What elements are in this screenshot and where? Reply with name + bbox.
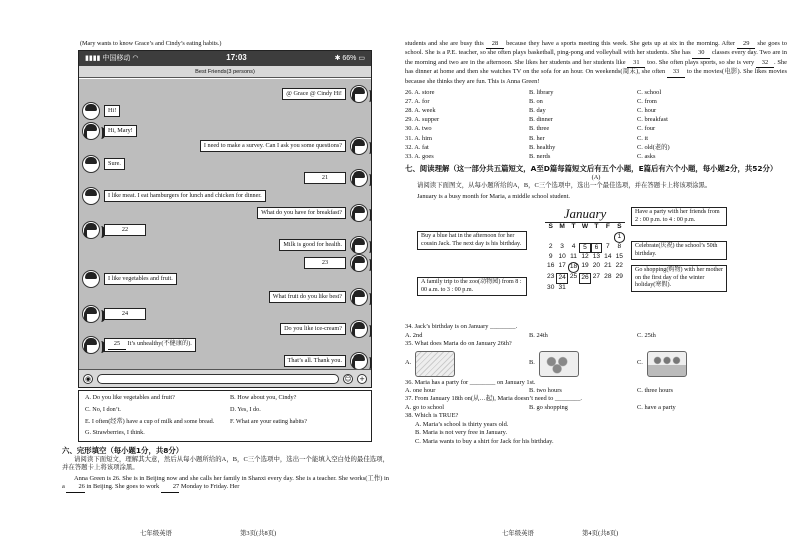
option-item: G. Strawberries, I think.: [85, 429, 145, 437]
cloze-option: C. it: [637, 134, 649, 142]
group-title: Best Friends(3 persons): [79, 66, 371, 78]
answer-option[interactable]: [637, 404, 787, 412]
footer-subject: 七年级英语: [140, 529, 172, 537]
calendar-day: 1: [614, 232, 625, 243]
avatar: [350, 204, 368, 222]
message-bubble: Sure.: [104, 158, 125, 170]
option-item: A. Do you like vegetables and fruit?: [85, 394, 175, 401]
answer-option[interactable]: A. Maria’s school is thirty years old.: [415, 420, 509, 428]
option-label: B. two hours: [529, 386, 562, 394]
avatar: [82, 336, 100, 354]
calendar-day: [591, 232, 602, 243]
cloze-option: 33. A. goes: [405, 152, 434, 160]
option-label: A. one hour: [405, 386, 436, 394]
section-instructions: 请阅读下面短文，理解其大意，然后从每小题所给的A，B，C三个选项中，选出一个能填入空白处的最佳选项，并在答题卡上将该项涂黑。: [62, 455, 389, 472]
answer-option[interactable]: [529, 351, 637, 377]
answer-option[interactable]: [637, 351, 787, 377]
cloze-option: C. hour: [637, 107, 657, 115]
calendar-day: 9: [548, 253, 553, 261]
message-bubble: What do you have for breakfast?: [257, 207, 346, 219]
passage-text: too. She often plays sports, so she is very: [645, 58, 756, 66]
calendar-day: [545, 232, 556, 243]
cloze-option: B. dinner: [529, 116, 553, 124]
cloze-option: 30. A. two: [405, 125, 432, 133]
message-row: [300, 169, 368, 187]
chat-area[interactable]: [79, 79, 371, 369]
bluetooth-icon: ✱: [334, 54, 341, 62]
message-row: [196, 137, 368, 155]
section-title: 六、完形填空（每小题1分，共8分）: [62, 446, 184, 455]
option-item: B. How about you, Cindy?: [230, 394, 297, 401]
calendar-week: [545, 243, 625, 254]
calendar-day: 27: [592, 272, 601, 280]
message-bubble: I like meat. I eat hamburgers for lunch and chicken for dinner.: [104, 190, 266, 202]
answer-option[interactable]: [405, 332, 529, 340]
avatar: [350, 320, 368, 338]
cloze-option: B. on: [529, 98, 543, 106]
phone-screenshot: [78, 50, 372, 388]
avatar: [350, 85, 368, 103]
calendar-day: 18: [568, 262, 579, 273]
avatar: [350, 288, 368, 306]
answer-option[interactable]: [637, 387, 787, 395]
message-row: [300, 254, 368, 272]
answer-blank-24[interactable]: 24: [104, 308, 146, 320]
avatar: [82, 122, 100, 140]
option-picture: [415, 351, 455, 377]
footer-page: 第3页(共8页): [240, 529, 277, 537]
calendar-week: [545, 253, 625, 262]
clock: 17:03: [226, 53, 247, 63]
calendar-day: 16: [547, 262, 555, 270]
calendar-day: 2: [548, 242, 553, 250]
cloze-option: B. nerds: [529, 152, 551, 160]
calendar-day: 3: [560, 242, 564, 250]
question-stem: 35. What does Maria do on January 26th?: [405, 340, 512, 348]
message-bubble: [104, 338, 196, 351]
message-input[interactable]: [97, 374, 339, 384]
avatar: [350, 169, 368, 187]
right-page: [397, 0, 794, 543]
questions: [405, 323, 787, 446]
cloze-blank-33[interactable]: 33: [667, 68, 685, 77]
passage-text: because they have a sports meeting this week. She gets up at six in the morning. After: [503, 40, 738, 47]
message-bubble: What fruit do you like best?: [269, 291, 346, 303]
cloze-passage-continued: [405, 40, 787, 86]
option-label: C. 25th: [637, 331, 656, 339]
avatar: [350, 137, 368, 155]
cloze-option: 28. A. week: [405, 107, 436, 115]
weekday-label: M: [559, 223, 565, 231]
note-shopping: Go shopping(购物) with her mother on the first day of the winter holiday(寒假).: [631, 265, 727, 292]
answer-blank-22[interactable]: 22: [104, 224, 146, 236]
option-picture: [647, 351, 687, 377]
question-options: [405, 349, 787, 379]
passage-text: she goes to school. She is a P.E. teacher, so she often plays basketball, ping-pong and volleyball with her students. She has: [405, 40, 787, 57]
cloze-options: [405, 89, 787, 161]
avatar: [82, 221, 100, 239]
message-row: [280, 352, 368, 369]
option-label: B. 24th: [529, 331, 548, 339]
message-bubble: I like vegetables and fruit.: [104, 273, 177, 285]
footer-subject: 七年级英语: [502, 529, 534, 537]
avatar: [350, 352, 368, 369]
question-options: [405, 404, 787, 412]
message-row: [82, 155, 129, 173]
signal-icon: ▮▮▮▮: [85, 54, 101, 62]
cloze-option: 29. A. supper: [405, 116, 440, 124]
section-instructions: 请阅读下面图文，从每小题所给的A，B，C三个选项中，选出一个最佳选项，并在答题卡上将该项涂黑。: [417, 182, 712, 190]
section-title: 七、阅读理解（这一部分共五篇短文，A至D篇每篇短文后有五个小题，E篇后有六个小题，每小题2分，共52分）: [405, 164, 778, 174]
answer-option[interactable]: C. Maria wants to buy a shirt for Jack for his birthday.: [415, 437, 554, 445]
calendar-day: [602, 232, 613, 243]
passage-text: . She has dinner at home and then she watches TV on the sofa for an hour. On weekends(周末), she often: [405, 58, 787, 76]
calendar-week: [545, 232, 625, 243]
note-celebrate: Celebrate(庆祝) the school’s 50th birthday.: [631, 241, 727, 260]
cloze-passage: [62, 475, 389, 493]
message-bubble: I need to make a survey. Can I ask you some questions?: [200, 140, 346, 152]
calendar-weekdays: [545, 223, 625, 232]
option-label: A.: [405, 359, 412, 367]
weekday-label: S: [617, 223, 622, 231]
calendar-day: [579, 232, 590, 243]
cloze-blank-27[interactable]: 27: [161, 483, 179, 492]
input-bar: [79, 369, 371, 387]
answer-option[interactable]: [529, 332, 637, 340]
cloze-blank-26[interactable]: 26: [66, 483, 84, 492]
avatar: [350, 236, 368, 254]
passage-text: classes every day. Two are in the morning and two are in the afternoon. She likes her students and her students like: [405, 49, 788, 66]
message-bubble: Hi!: [104, 105, 120, 117]
calendar-day: 19: [581, 262, 589, 270]
calendar-day: 29: [615, 272, 623, 280]
option-picture: [539, 351, 579, 377]
cloze-option: 27. A. for: [405, 98, 430, 106]
wifi-icon: ◠: [132, 54, 139, 62]
calendar-week: [545, 262, 625, 273]
avatar: [82, 270, 100, 288]
option-label: B.: [529, 359, 535, 367]
message-row: [253, 204, 368, 222]
question-stem: 36. Maria has a party for ________ on January 1st.: [405, 378, 536, 386]
status-bar: [79, 51, 371, 66]
message-row: [82, 187, 270, 205]
calendar-day: 6: [591, 243, 602, 254]
cloze-option: B. day: [529, 107, 546, 115]
answer-option[interactable]: [637, 332, 787, 340]
option-item: C. No, I don’t.: [85, 405, 121, 413]
cloze-option: C. old(老的): [637, 143, 670, 151]
calendar-day: 24: [556, 273, 567, 284]
question-stem: 37. From January 18th on(从…起), Maria doesn’t need to ________.: [405, 395, 583, 403]
calendar-day: [591, 284, 602, 293]
message-row: [82, 305, 150, 323]
calendar-day: 8: [617, 242, 622, 250]
calendar-day: [568, 232, 579, 243]
answer-blank-21[interactable]: 21: [304, 172, 346, 184]
answer-option[interactable]: [405, 404, 529, 412]
add-icon[interactable]: +: [357, 374, 367, 384]
voice-icon[interactable]: ◉: [84, 374, 92, 383]
calendar-title: January: [545, 205, 625, 223]
cloze-option: B. healthy: [529, 143, 556, 151]
message-row: [265, 288, 368, 306]
calendar-day: [579, 284, 590, 293]
message-bubble: @ Grace @ Cindy Hi!: [282, 88, 346, 100]
calendar-day: 26: [579, 273, 590, 284]
weekday-label: F: [605, 223, 610, 231]
weekday-label: S: [548, 223, 553, 231]
calendar-day: [614, 284, 625, 293]
option-label: C. have a party: [637, 403, 676, 411]
calendar-day: [602, 284, 613, 293]
calendar-day: 5: [579, 243, 590, 254]
dialogue-options: [78, 390, 372, 442]
cloze-blank-32[interactable]: 32: [756, 59, 774, 68]
message-bubble: Milk is good for health.: [279, 239, 346, 251]
calendar-week: [545, 273, 625, 284]
message-row: [82, 221, 150, 239]
avatar: [82, 305, 100, 323]
passage-text: to the movies(电影). She likes movies because she thinks they are fun. This is Anna Green!: [405, 68, 787, 85]
cloze-option: C. school: [637, 89, 662, 97]
calendar-day: 17: [558, 262, 566, 270]
weekday-label: T: [571, 223, 576, 231]
right-content: [405, 40, 787, 446]
option-label: C. three hours: [637, 386, 674, 394]
calendar-week: [545, 284, 625, 293]
passage-text: in Beijing. She goes to work: [86, 483, 160, 491]
cloze-option: B. three: [529, 125, 550, 133]
calendar-day: 11: [570, 253, 577, 261]
message-bubble: Hi, Mary!: [104, 125, 137, 137]
battery-icon: ▭: [358, 54, 365, 62]
calendar-day: [556, 232, 567, 243]
cloze-option: B. her: [529, 134, 545, 142]
calendar-day: 31: [558, 283, 566, 291]
message-row: [275, 236, 368, 254]
footer-page: 第4页(共8页): [582, 529, 619, 537]
message-bubble: Do you like ice-cream?: [280, 323, 346, 335]
passage-text: students and she are busy this: [405, 40, 486, 47]
calendar-day: 22: [615, 262, 623, 270]
weekday-label: T: [594, 223, 599, 231]
weekday-label: W: [581, 223, 589, 231]
note-zoo: A family trip to the zoo(动物园) from 8 : 00 a.m. to 3 : 00 p.m.: [417, 277, 527, 296]
question-stem: 38. Which is TRUE?: [405, 412, 459, 420]
calendar-day: 23: [547, 272, 555, 280]
cloze-option: C. asks: [637, 152, 656, 160]
note-party: Have a party with her friends from 2 : 00 p.m. to 4 : 00 p.m.: [631, 207, 727, 226]
message-row: [82, 102, 124, 120]
calendar-day: 14: [604, 253, 612, 261]
answer-option[interactable]: [405, 351, 529, 377]
passage-intro: January is a busy month for Maria, a middle school student.: [417, 192, 570, 200]
answer-blank-23[interactable]: 23: [304, 257, 346, 269]
option-label: A. go to school: [405, 403, 445, 411]
question-stem: 34. Jack’s birthday is on January ________.: [405, 323, 518, 331]
calendar-day: 7: [606, 242, 610, 250]
cloze-option: B. library: [529, 89, 554, 97]
question-options: [405, 332, 787, 340]
calendar-day: 15: [615, 253, 623, 261]
avatar: [350, 254, 368, 272]
message-row: [276, 320, 368, 338]
message-text: It’s unhealthy(不健康的).: [127, 340, 192, 348]
cloze-option: 26. A. store: [405, 89, 435, 97]
calendar-days: [545, 232, 625, 292]
option-item: D. Yes, I do.: [230, 405, 261, 413]
cloze-option: C. four: [637, 125, 656, 133]
answer-blank-25[interactable]: 25: [108, 340, 126, 349]
calendar-day: 4: [571, 242, 576, 250]
option-item: F. What are your eating habits?: [230, 417, 308, 425]
cloze-section: [62, 446, 389, 493]
calendar-day: 21: [604, 262, 612, 270]
option-item: E. I often(经常) have a cup of milk and some bread.: [85, 417, 215, 425]
cloze-option: 31. A. him: [405, 134, 432, 142]
calendar-day: 10: [558, 253, 566, 261]
note-blue-hat: Buy a blue hat in the afternoon for her cousin Jack. The next day is his birthday.: [417, 231, 527, 250]
emoji-icon[interactable]: ☺: [344, 374, 352, 383]
calendar-figure: [405, 205, 787, 323]
calendar-day: 20: [592, 262, 601, 270]
chat-intro: (Mary wants to know Grace’s and Cindy’s eating habits.): [80, 40, 222, 47]
cloze-blank-29[interactable]: 29: [737, 40, 755, 49]
calendar: [545, 205, 625, 292]
passage-text: Anna Green is 26. She is in Beijing now and she calls her family in Shanxi every day. She is a teacher. She works(工作) in a: [62, 474, 389, 491]
answer-option[interactable]: [529, 404, 637, 412]
option-label: B. go shopping: [529, 403, 568, 411]
cloze-blank-28[interactable]: 28: [486, 40, 504, 49]
cloze-blank-31[interactable]: 31: [627, 59, 645, 68]
cloze-option: C. from: [637, 98, 657, 106]
avatar: [82, 155, 100, 173]
option-label: C.: [637, 359, 643, 367]
carrier-name: 中国移动: [102, 54, 131, 62]
calendar-day: 30: [547, 283, 555, 291]
calendar-day: 13: [592, 253, 601, 261]
calendar-day: [568, 284, 579, 293]
battery-area: [335, 54, 365, 63]
avatar: [82, 187, 100, 205]
option-label: A. 2nd: [405, 331, 423, 339]
cloze-option: 32. A. fat: [405, 143, 429, 151]
battery-level: 66%: [342, 54, 357, 62]
message-row: [278, 85, 368, 103]
carrier-label: [85, 54, 138, 63]
passage-label: (A): [591, 173, 601, 181]
cloze-option: C. breakfast: [637, 116, 668, 124]
message-row: [82, 122, 141, 140]
message-row: [82, 270, 181, 288]
calendar-day: 12: [581, 253, 589, 261]
answer-option[interactable]: B. Maria is not very free in January.: [415, 429, 508, 437]
passage-text: Monday to Friday. Her: [180, 483, 240, 491]
message-row: [82, 336, 200, 354]
cloze-blank-30[interactable]: 30: [692, 49, 710, 58]
avatar: [82, 102, 100, 120]
calendar-day: 25: [569, 272, 578, 280]
calendar-day: 28: [604, 272, 612, 280]
message-bubble: That’s all. Thank you.: [284, 355, 346, 367]
